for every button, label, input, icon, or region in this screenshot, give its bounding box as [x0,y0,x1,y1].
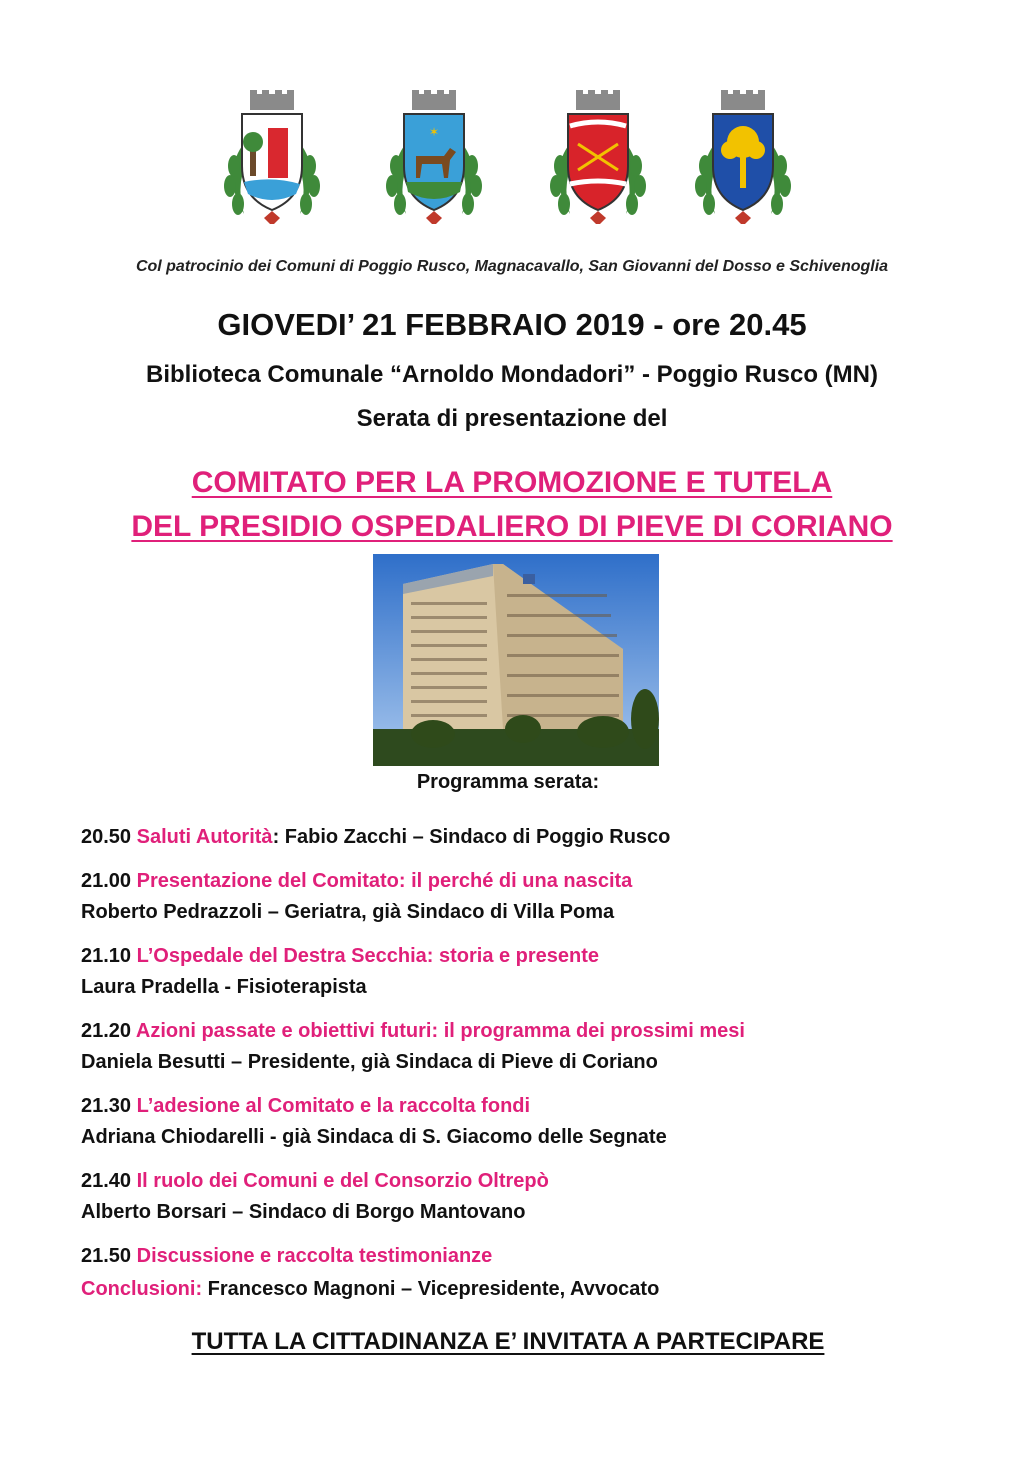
program-item [81,822,981,853]
closing-invitation [0,1328,1016,1356]
program-speaker: Roberto Pedrazzoli – Geriatra, già Sindaco di Villa Poma [81,901,615,923]
program-title-text: Discussione e raccolta testimonianze [136,1245,493,1267]
program-time: 21.00 [81,870,132,892]
crests-row [0,86,1024,236]
coat-of-arms-horse-icon [374,86,494,236]
committee-title-line-1: COMITATO PER LA PROMOZIONE E TUTELA [191,466,833,499]
event-date: GIOVEDI’ 21 FEBBRAIO 2019 - ore 20.45 [217,307,807,342]
sponsor-line: Col patrocinio dei Comuni di Poggio Rusco, Magnacavallo, San Giovanni del Dosso e Schivenoglia [135,258,889,275]
program-time: 21.40 [81,1170,132,1192]
coat-of-arms-tree-icon [683,86,803,236]
committee-title-line-2: DEL PRESIDIO OSPEDALIERO DI PIEVE DI CORIANO [131,510,893,543]
program-item [81,941,981,1003]
program-title-text: Presentazione del Comitato: il perché di una nascita [136,870,633,892]
conclusion-text: Francesco Magnoni – Vicepresidente, Avvocato [202,1278,660,1300]
committee-title [0,461,1024,549]
program-speaker: Laura Pradella - Fisioterapista [81,976,367,998]
program-item [81,1241,981,1272]
hospital-photo [373,554,659,766]
program-item [81,1166,981,1228]
conclusion-label: Conclusioni: [81,1278,203,1300]
program-list [81,822,981,1285]
program-item [81,1016,981,1078]
event-venue: Biblioteca Comunale “Arnoldo Mondadori” - Poggio Rusco (MN) [146,361,878,388]
program-title-text: Saluti Autorità [136,826,273,848]
program-time: 21.50 [81,1245,132,1267]
program-speaker: Adriana Chiodarelli - già Sindaca di S. Giacomo delle Segnate [81,1126,667,1148]
program-title: Programma serata: [416,771,600,793]
closing-text: TUTTA LA CITTADINANZA E’ INVITATA A PARTECIPARE [191,1328,825,1355]
program-title-text: Il ruolo dei Comuni e del Consorzio Oltrepò [136,1170,549,1192]
program-time: 21.20 [81,1020,132,1042]
program-item [81,866,981,928]
program-time: 21.10 [81,945,132,967]
program-title-text: L’Ospedale del Destra Secchia: storia e presente [136,945,600,967]
program-item [81,1091,981,1153]
program-title-text: L’adesione al Comitato e la raccolta fondi [136,1095,531,1117]
coat-of-arms-tower-icon [212,86,332,236]
program-speaker: Daniela Besutti – Presidente, già Sindaca di Pieve di Coriano [81,1051,658,1073]
program-speaker: : Fabio Zacchi – Sindaco di Poggio Rusco [272,826,671,848]
program-conclusion [81,1278,659,1301]
program-speaker: Alberto Borsari – Sindaco di Borgo Mantovano [81,1201,526,1223]
event-intro: Serata di presentazione del [356,405,668,432]
program-time: 21.30 [81,1095,132,1117]
svg-text:✶: ✶ [428,125,440,139]
program-time: 20.50 [81,826,132,848]
coat-of-arms-red-stripes-icon [538,86,658,236]
program-title-text: Azioni passate e obiettivi futuri: il programma dei prossimi mesi [135,1020,745,1042]
